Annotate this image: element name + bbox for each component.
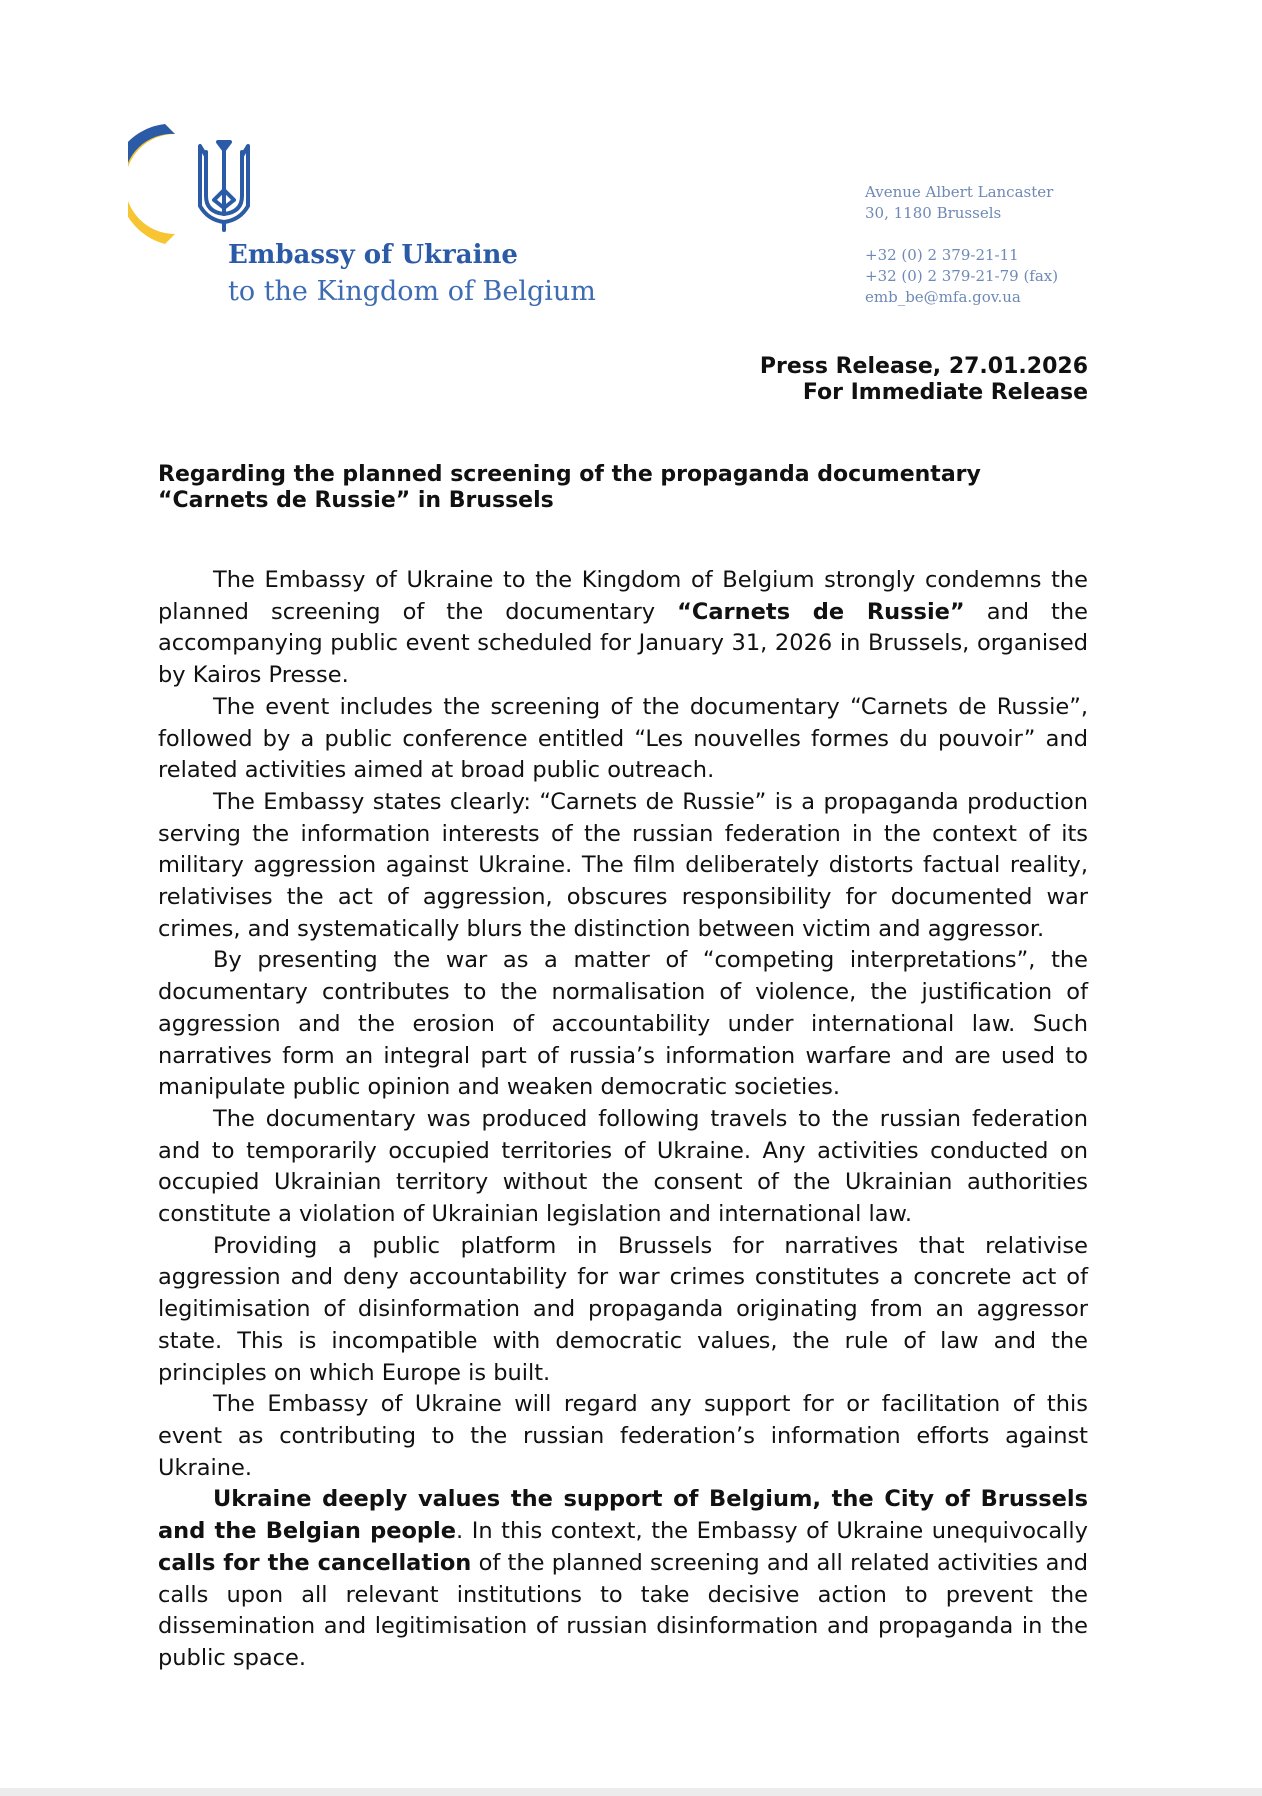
page-bottom-edge [0, 1788, 1262, 1796]
embassy-name: Embassy of Ukraine [228, 240, 518, 270]
paragraph-2: The event includes the screening of the documentary “Carnets de Russie”, followed by a public conference entitled “Les nouvelles formes du pouvoir” and related activities aimed at broad public outreach. [158, 693, 1088, 784]
ukraine-trident-icon [200, 142, 248, 230]
p8-support-statement: Ukraine deeply values the support of Belgium, the City of Brussels and the Belgian people [158, 1486, 1088, 1545]
paragraph-4: By presenting the war as a matter of “competing interpretations”, the documentary contributes to the normalisation of violence, the justification of aggression and the erosion of accountability under international law. Such narratives form an integral part of russia’s information warfare and are used to manipulate public opinion and weaken democratic societies. [158, 947, 1088, 1101]
paragraph-5: The documentary was produced following travels to the russian federation and to temporarily occupied territories of Ukraine. Any activities conducted on occupied Ukrainian territory without the consent of the Ukrainian authorities constitute a violation of Ukrainian legislation and international law. [158, 1105, 1088, 1228]
release-header [760, 354, 1088, 406]
paragraph-6: Providing a public platform in Brussels for narratives that relativise aggression and deny accountability for war crimes constitutes a concrete act of legitimisation of disinformation and propaganda originating from an aggressor state. This is incompatible with democratic values, the rule of law and the principles on which Europe is built. [158, 1232, 1088, 1386]
p8-text-d: of the planned screening and all related activities and calls upon all relevant institutions to take decisive action to prevent the dissemination and legitimisation of russian disinformation and propaganda in the public space. [158, 1549, 1088, 1671]
phone-number: +32 (0) 2 379-21-11 [865, 246, 1019, 264]
p8-cancellation-call: calls for the cancellation [158, 1549, 472, 1576]
release-date: Press Release, 27.01.2026 [759, 354, 1088, 379]
embassy-subtitle: to the Kingdom of Belgium [228, 276, 596, 307]
fax-number: +32 (0) 2 379-21-79 (fax) [865, 267, 1059, 285]
release-status: For Immediate Release [802, 380, 1088, 405]
p8-text-b: . In this context, the Embassy of Ukraine unequivocally [456, 1518, 1088, 1545]
paragraph-7: The Embassy of Ukraine will regard any support for or facilitation of this event as contributing to the russian federation’s information efforts against Ukraine. [158, 1391, 1088, 1481]
embassy-address [865, 182, 1053, 224]
email-address: emb_be@mfa.gov.ua [865, 288, 1021, 306]
embassy-emblem [128, 116, 258, 252]
subject-line-2: “Carnets de Russie” in Brussels [158, 488, 554, 513]
release-body [158, 565, 1088, 1675]
address-city: 30, 1180 Brussels [865, 204, 1002, 222]
p1-text-c: and the accompanying public event scheduled for January 31, 2026 in Brussels, organised by Kairos Presse. [158, 598, 1088, 689]
p1-text-a: The Embassy of Ukraine to the Kingdom of Belgium strongly condemns the planned screening of the documentary [158, 567, 1088, 625]
p1-film-title: “Carnets de Russie” [677, 598, 965, 625]
paragraph-8 [158, 1484, 1088, 1674]
subject-heading [158, 462, 1088, 514]
paragraph-3: The Embassy states clearly: “Carnets de Russie” is a propaganda production serving the information interests of the russian federation in the context of its military aggression against Ukraine. The film deliberately distorts factual reality, relativises the act of aggression, obscures responsibility for documented war crimes, and systematically blurs the distinction between victim and aggressor. [158, 788, 1088, 942]
embassy-contacts [865, 245, 1058, 308]
subject-line-1: Regarding the planned screening of the propaganda documentary [158, 462, 981, 487]
paragraph-1 [158, 565, 1088, 692]
address-street: Avenue Albert Lancaster [865, 183, 1054, 201]
